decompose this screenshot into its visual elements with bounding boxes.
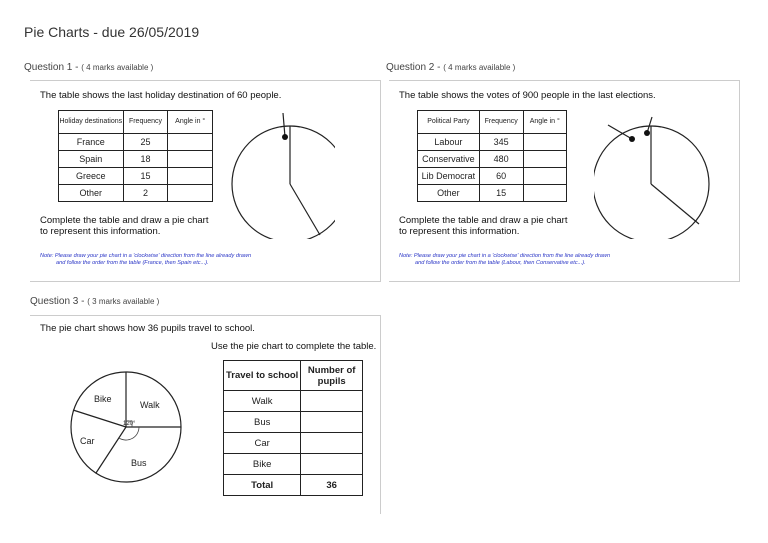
q2-note (399, 253, 610, 267)
q1-table (58, 110, 213, 202)
table-row (224, 391, 363, 412)
q1-pie-circle (225, 109, 335, 239)
q3-cell-blank[interactable] (301, 412, 363, 433)
q2-cell-frequency: 480 (479, 151, 523, 168)
q3-panel (30, 315, 381, 514)
q3-pie-label-car: Car (80, 436, 95, 446)
q3-prompt: The pie chart shows how 36 pupils travel to school. (40, 323, 255, 334)
q1-cell-name: Spain (59, 151, 124, 168)
q2-cell-frequency: 345 (479, 134, 523, 151)
table-row (418, 168, 567, 185)
table-row (59, 134, 213, 151)
q3-total-value: 36 (301, 475, 363, 496)
q2-cell-frequency: 15 (479, 185, 523, 202)
q3-pie-chart (30, 346, 205, 506)
q2-cell-frequency: 60 (479, 168, 523, 185)
q2-label: Question 2 - (386, 62, 441, 73)
q3-marks: ( 3 marks available ) (87, 297, 160, 306)
q2-cell-name: Other (418, 185, 480, 202)
q1-header-angle: Angle in ° (168, 111, 213, 134)
q3-angle-label: 120° (123, 421, 136, 427)
table-row (224, 454, 363, 475)
q2-instruction-line: Complete the table and draw a pie chart (399, 215, 568, 226)
q1-drawn-line (290, 184, 320, 235)
q2-note-line: and follow the order from the table (Labour, then Conservative etc...). (415, 260, 586, 266)
q3-header-number: Number of pupils (301, 361, 363, 391)
table-row (59, 168, 213, 185)
q2-dot (644, 130, 650, 136)
q1-label: Question 1 - (24, 62, 79, 73)
page-title: Pie Charts - due 26/05/2019 (24, 24, 200, 40)
q3-cell-mode: Bike (224, 454, 301, 475)
q1-prompt: The table shows the last holiday destination of 60 people. (40, 90, 282, 101)
q1-instruction-line: Complete the table and draw a pie chart (40, 215, 209, 226)
q3-total-label: Total (224, 475, 301, 496)
q3-cell-blank[interactable] (301, 433, 363, 454)
q3-pie-label-bike: Bike (94, 394, 112, 404)
q1-cell-frequency: 25 (123, 134, 168, 151)
q2-marks: ( 4 marks available ) (443, 63, 516, 72)
table-row (418, 185, 567, 202)
q3-header-travel: Travel to school (224, 361, 301, 391)
q2-heading (386, 62, 515, 73)
table-row (224, 433, 363, 454)
q1-cell-name: France (59, 134, 124, 151)
q1-pointer-line (283, 113, 285, 137)
q2-pie-circle (594, 109, 734, 239)
q1-cell-angle-blank[interactable] (168, 168, 213, 185)
q3-cell-blank[interactable] (301, 454, 363, 475)
q2-cell-name: Labour (418, 134, 480, 151)
q1-panel (30, 80, 381, 282)
q3-cell-blank[interactable] (301, 391, 363, 412)
q1-note-line: Note: Please draw your pie chart in a 'clockwise' direction from the line already drawn (40, 253, 252, 259)
q3-pie-label-walk: Walk (140, 400, 160, 410)
q1-header-frequency: Frequency (123, 111, 168, 134)
q1-cell-frequency: 18 (123, 151, 168, 168)
q1-cell-angle-blank[interactable] (168, 185, 213, 202)
q2-cell-angle-blank[interactable] (523, 151, 566, 168)
q3-cell-mode: Walk (224, 391, 301, 412)
q1-cell-frequency: 2 (123, 185, 168, 202)
q3-label: Question 3 - (30, 296, 85, 307)
q2-dot (629, 136, 635, 142)
q2-cell-name: Conservative (418, 151, 480, 168)
q2-pointer-line (608, 125, 632, 139)
table-row (418, 151, 567, 168)
q2-cell-name: Lib Democrat (418, 168, 480, 185)
q2-header-party: Political Party (418, 111, 480, 134)
q2-table (417, 110, 567, 202)
q3-sector-line (73, 410, 126, 427)
q2-prompt: The table shows the votes of 900 people in the last elections. (399, 90, 656, 101)
q3-table (223, 360, 363, 496)
q3-cell-mode: Car (224, 433, 301, 454)
q2-note-line: Note: Please draw your pie chart in a 'clockwise' direction from the line already drawn (399, 253, 611, 259)
q1-header-destination: Holiday destinations (59, 111, 124, 134)
q2-panel (389, 80, 740, 282)
q3-heading (30, 296, 159, 307)
table-row (418, 134, 567, 151)
q2-cell-angle-blank[interactable] (523, 168, 566, 185)
q3-instruction: Use the pie chart to complete the table. (211, 341, 377, 352)
q2-header-angle: Angle in ° (523, 111, 566, 134)
q2-header-frequency: Frequency (479, 111, 523, 134)
q1-instruction (40, 215, 208, 237)
table-row (59, 151, 213, 168)
q3-pie-label-bus: Bus (131, 458, 147, 468)
q1-cell-name: Other (59, 185, 124, 202)
q1-dot (282, 134, 288, 140)
q2-cell-angle-blank[interactable] (523, 185, 566, 202)
q2-instruction-line: to represent this information. (399, 226, 520, 237)
q1-cell-name: Greece (59, 168, 124, 185)
q1-cell-angle-blank[interactable] (168, 134, 213, 151)
q1-circle (232, 126, 335, 239)
q1-note-line: and follow the order from the table (France, then Spain etc...). (56, 260, 209, 266)
q1-note (40, 253, 251, 267)
q1-heading (24, 62, 153, 73)
q2-instruction (399, 215, 567, 237)
q2-drawn-line (651, 184, 699, 224)
q2-cell-angle-blank[interactable] (523, 134, 566, 151)
q1-cell-angle-blank[interactable] (168, 151, 213, 168)
table-row (224, 412, 363, 433)
q3-sector-line (96, 427, 126, 473)
table-row (59, 185, 213, 202)
table-row (224, 475, 363, 496)
q1-instruction-line: to represent this information. (40, 226, 161, 237)
q1-cell-frequency: 15 (123, 168, 168, 185)
q1-marks: ( 4 marks available ) (81, 63, 154, 72)
q3-cell-mode: Bus (224, 412, 301, 433)
